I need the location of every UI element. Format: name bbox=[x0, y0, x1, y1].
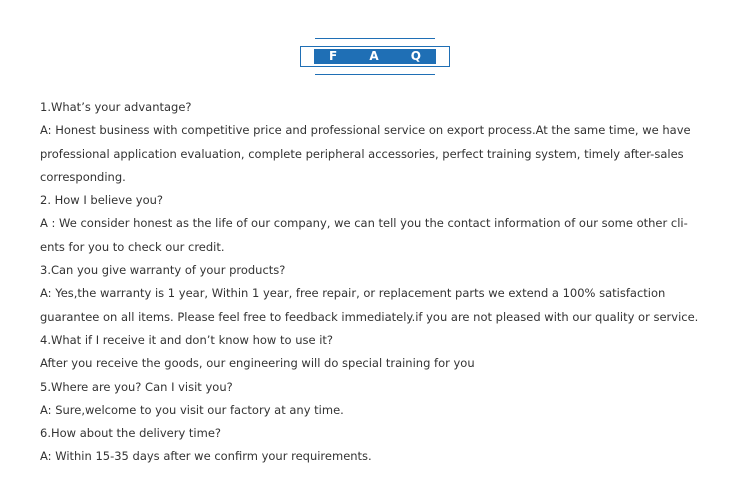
answer-3-line-1: A: Yes,the warranty is 1 year, Within 1 year, free repair, or replacement parts we extend a 100% satisfaction bbox=[40, 286, 666, 301]
answer-2-line-1: A : We consider honest as the life of our company, we can tell you the contact information of our some other cli- bbox=[40, 216, 688, 231]
question-6: 6.How about the delivery time? bbox=[40, 426, 222, 441]
faq-header bbox=[300, 38, 450, 74]
question-1: 1.What’s your advantage? bbox=[40, 100, 192, 114]
answer-6: A: Within 15-35 days after we confirm your requirements. bbox=[40, 449, 372, 464]
answer-3-line-2: guarantee on all items. Please feel free to feedback immediately.if you are not pleased with our quality or service. bbox=[40, 309, 699, 324]
question-3: 3.Can you give warranty of your products? bbox=[40, 263, 286, 278]
question-4: 4.What if I receive it and don’t know how to use it? bbox=[40, 332, 334, 347]
answer-1-line-1: A: Honest business with competitive price and professional service on export process.At the same time, we have bbox=[40, 123, 691, 138]
question-5: 5.Where are you? Can I visit you? bbox=[40, 379, 233, 394]
header-bottom-rule bbox=[315, 74, 435, 75]
faq-title: F A Q bbox=[314, 49, 436, 64]
question-2: 2. How I believe you? bbox=[40, 193, 164, 208]
answer-4: After you receive the goods, our engineering will do special training for you bbox=[40, 356, 475, 371]
answer-1-line-3: corresponding. bbox=[40, 169, 126, 184]
header-top-rule bbox=[315, 38, 435, 39]
answer-5: A: Sure,welcome to you visit our factory at any time. bbox=[40, 402, 344, 417]
answer-2-line-2: ents for you to check our credit. bbox=[40, 239, 225, 254]
faq-body bbox=[40, 96, 730, 469]
answer-1-line-2: professional application evaluation, complete peripheral accessories, perfect training system, timely after-sales bbox=[40, 146, 684, 161]
